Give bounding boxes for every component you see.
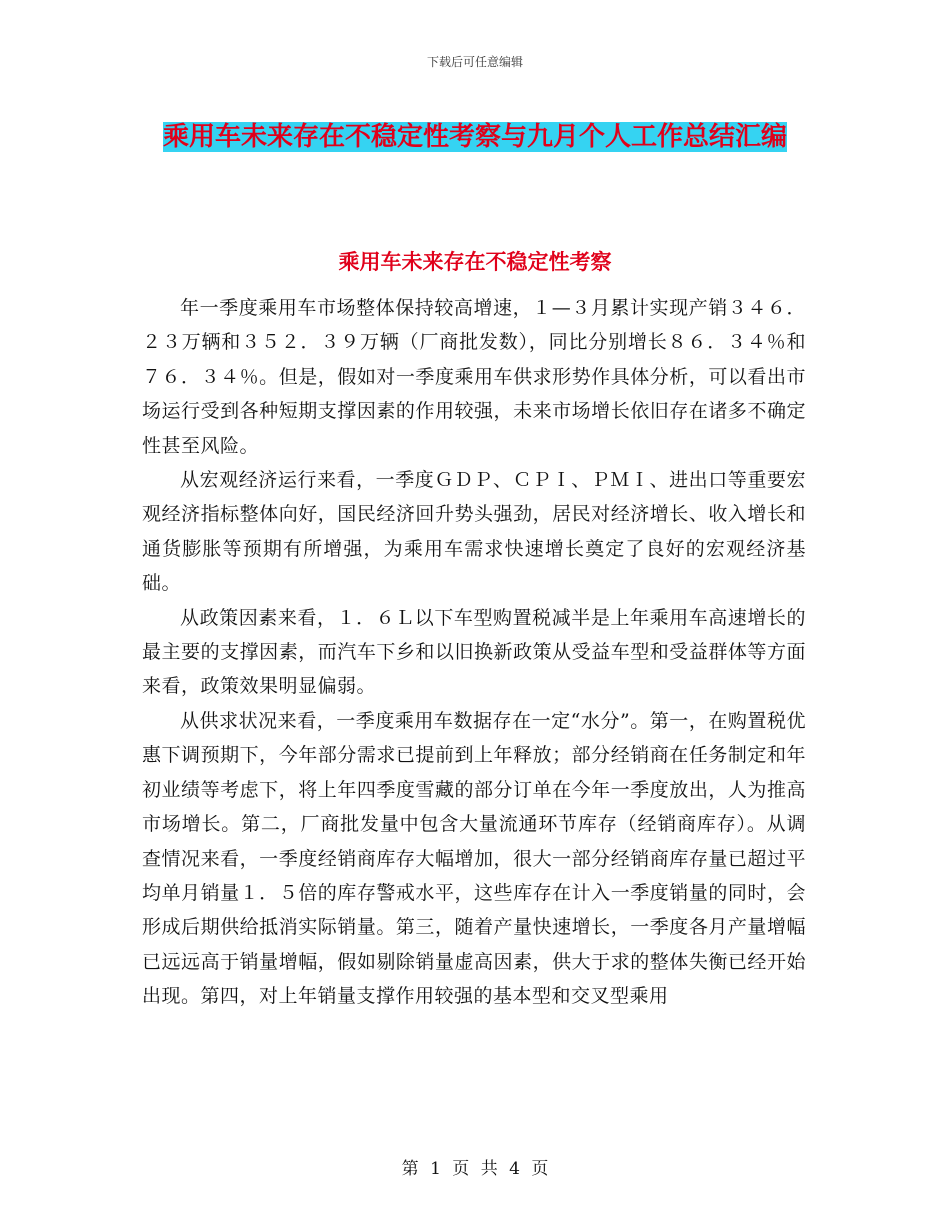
- paragraph: 年一季度乘用车市场整体保持较高增速，１—３月累计实现产销３４６．２３万辆和３５２．３９万辆（厂商批发数），同比分别增长８６．３４％和７６．３４％。但是，假如对一季度乘用车供求形势作具体分析，可以看出市场运行受到各种短期支撑因素的作用较强，未来市场增长依旧存在诸多不确定性甚至风险。: [142, 297, 806, 457]
- document-title-text: 乘用车未来存在不稳定性考察与九月个人工作总结汇编: [162, 122, 787, 152]
- paragraph: 从供求状况来看，一季度乘用车数据存在一定“水分”。第一，在购置税优惠下调预期下，今年部分需求已提前到上年释放；部分经销商在任务制定和年初业绩等考虑下，将上年四季度雪藏的部分订单在今年一季度放出，人为推高市场增长。第二，厂商批发量中包含大量流通环节库存（经销商库存）。从调查情况来看，一季度经销商库存大幅增加，很大一部分经销商库存量已超过平均单月销量１．５倍的库存警戒水平，这些库存在计入一季度销量的同时，会形成后期供给抵消实际销量。第三，随着产量快速增长，一季度各月产量增幅已远远高于销量增幅，假如剔除销量虚高因素，供大于求的整体失衡已经开始出现。第四，对上年销量支撑作用较强的基本型和交叉型乘用: [142, 709, 806, 1008]
- header-note: 下载后可任意编辑: [426, 55, 523, 69]
- paragraph: 从宏观经济运行来看，一季度ＧＤＰ、ＣＰＩ、ＰＭＩ、进出口等重要宏观经济指标整体向好，国民经济回升势头强劲，居民对经济增长、收入增长和通货膨胀等预期有所增强，为乘用车需求快速增长奠定了良好的宏观经济基础。: [142, 469, 806, 595]
- paragraph: 从政策因素来看，１．６Ｌ以下车型购置税减半是上年乘用车高速增长的最主要的支撑因素，而汽车下乡和以旧换新政策从受益车型和受益群体等方面来看，政策效果明显偏弱。: [142, 606, 806, 698]
- document-title: [140, 113, 810, 161]
- document-body: [142, 291, 806, 1014]
- section-title: 乘用车未来存在不稳定性考察: [338, 250, 612, 274]
- page-footer: 第 1 页 共 4 页: [401, 1159, 549, 1179]
